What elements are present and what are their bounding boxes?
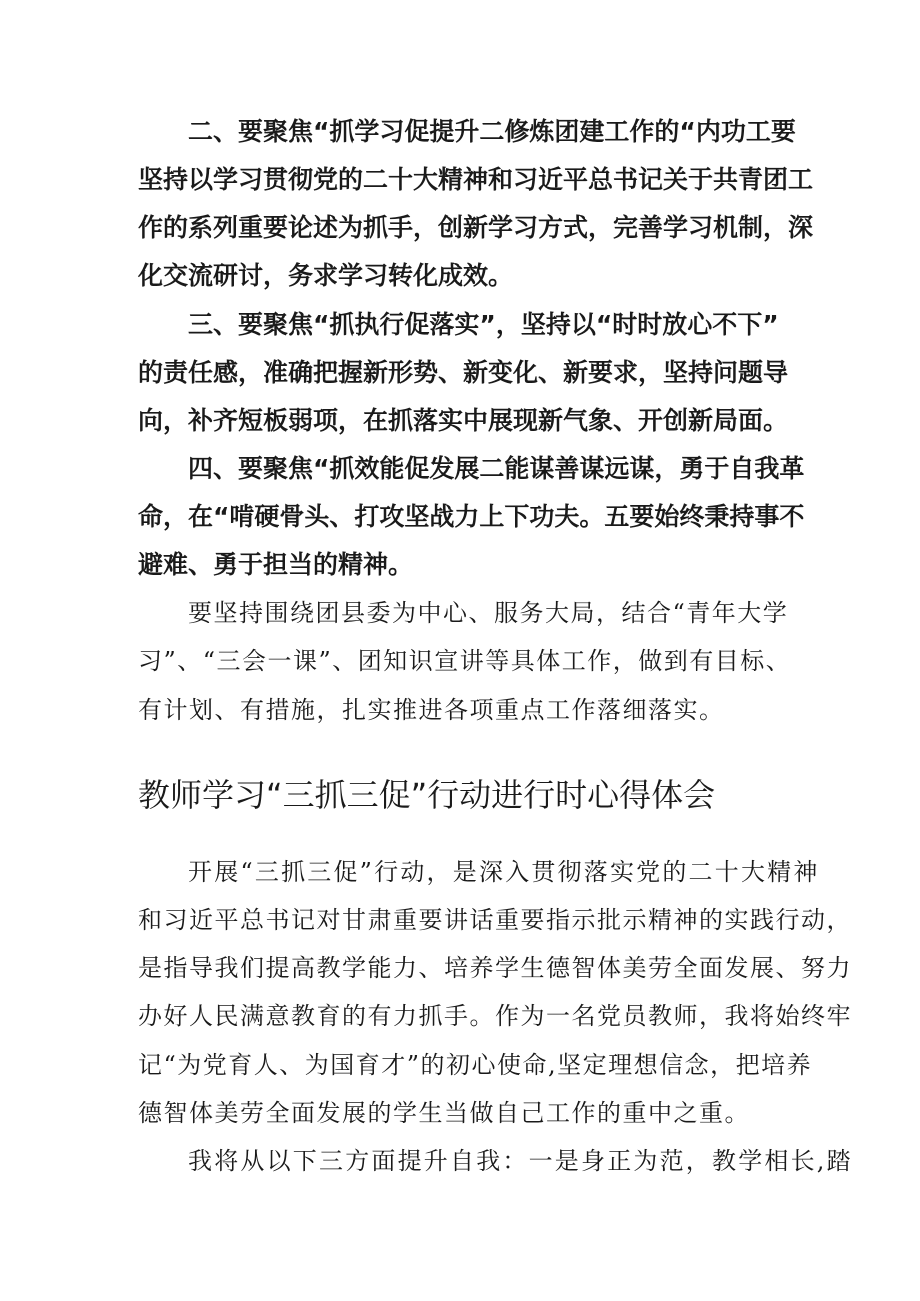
paragraph-three-line-2: 的责任感，准确把握新形势、新变化、新要求，坚持问题导 (138, 358, 789, 387)
article-paragraph-1-line-5: 记“为党育人、为国育才”的初心使命,坚定理想信念，把培养 (138, 1051, 813, 1079)
paragraph-five-line-1: 要坚持围绕团县委为中心、服务大局，结合“青年大学 (188, 599, 789, 627)
article-paragraph-1-line-1: 开展“三抓三促”行动，是深入贯彻落实党的二十大精神 (188, 858, 820, 886)
paragraph-two-line-2: 坚持以学习贯彻党的二十大精神和习近平总书记关于共青团工 (138, 165, 814, 194)
paragraph-four-line-1: 四、要聚焦“抓效能促发展二能谋善谋远谋，勇于自我革 (188, 454, 805, 483)
paragraph-two-line-3: 作的系列重要论述为抓手，创新学习方式，完善学习机制，深 (138, 213, 814, 242)
paragraph-four-line-3: 避难、勇于担当的精神。 (138, 550, 414, 579)
paragraph-four-line-2: 命，在“啃硬骨头、打攻坚战力上下功夫。五要始终秉持事不 (138, 502, 805, 531)
paragraph-two-line-1: 二、要聚焦“抓学习促提升二修炼团建工作的“内功工要 (188, 117, 796, 146)
paragraph-three-line-3: 向，补齐短板弱项，在抓落实中展现新气象、开创新局面。 (138, 406, 789, 435)
article-paragraph-1-line-3: 是指导我们提高教学能力、培养学生德智体美劳全面发展、努力 (138, 954, 852, 982)
paragraph-five-line-2: 习”、“三会一课”、团知识宣讲等具体工作，做到有目标、 (138, 647, 792, 675)
article-title: 教师学习“三抓三促”行动进行时心得体会 (138, 776, 716, 814)
article-paragraph-1-line-6: 德智体美劳全面发展的学生当做自己工作的重中之重。 (138, 1099, 750, 1127)
paragraph-two-line-4: 化交流研讨，务求学习转化成效。 (138, 261, 514, 290)
paragraph-five-line-3: 有计划、有措施，扎实推进各项重点工作落细落实。 (138, 696, 725, 724)
article-paragraph-1-line-4: 办好人民满意教育的有力抓手。作为一名党员教师，我将始终牢 (138, 1002, 852, 1030)
paragraph-three-line-1: 三、要聚焦“抓执行促落实”，坚持以“时时放心不下” (188, 310, 779, 339)
article-paragraph-2-line-1: 我将从以下三方面提升自我：一是身正为范，教学相长,踏 (188, 1147, 853, 1175)
article-paragraph-1-line-2: 和习近平总书记对甘肃重要讲话重要指示批示精神的实践行动， (138, 906, 852, 934)
